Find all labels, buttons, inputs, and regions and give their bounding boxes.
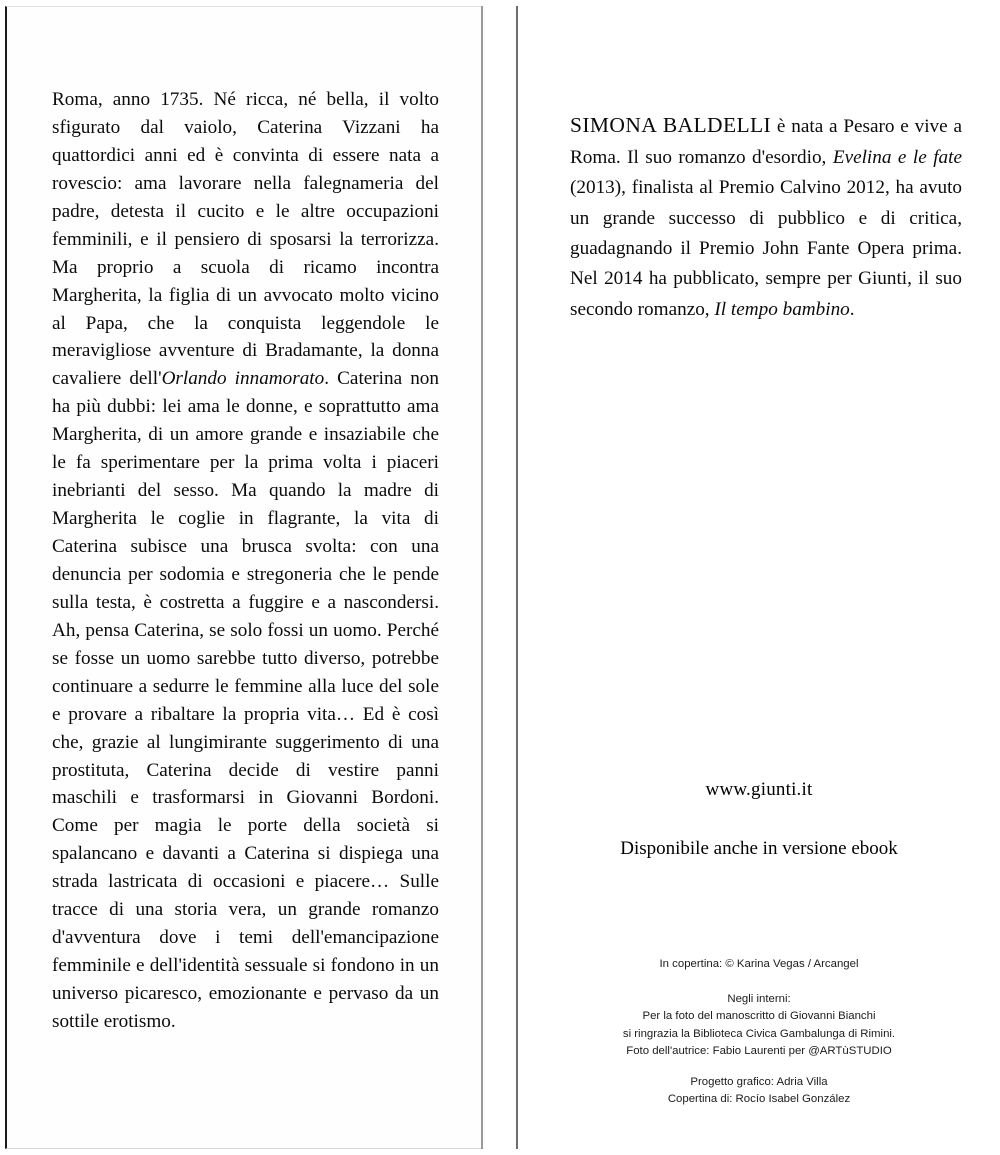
publisher-block: [518, 779, 1000, 861]
bio-italic-title-il-tempo-bambino: Il tempo bambino: [714, 298, 850, 320]
blurb-text-part-2: . Caterina non ha più dubbi: lei ama le donne, e soprattutto ama Margherita, di un amore grande e insaziabile che le fa sperimentare per la prima volta i piaceri inebrianti del sesso. Ma quando la madre di Margherita le coglie in flagrante, la vita di Caterina subisce una brusca svolta: con una denuncia per sodomia e stregoneria che le pende sulla testa, è costretta a fuggire e a nascondersi. Ah, pensa Caterina, se solo fossi un uomo. Perché se fosse un uomo sarebbe tutto diverso, potrebbe continuare a sedurre le femmine alla luce del sole e provare a ribaltare la propria vita… Ed è così che, grazie al lungimirante suggerimento di una prostituta, Caterina decide di vestire panni maschili e trasformarsi in Giovanni Bordoni. Come per magia le porte della società si spalancano e davanti a Caterina si dispiega una strada lastricata di occasioni e piacere… Sulle tracce di una storia vera, un grande romanzo d'avventura dove i temi dell'emancipazione femminile e dell'identità sessuale si fondono in un universo picaresco, emozionante e pervaso da un sottile erotismo.: [52, 368, 439, 1032]
jacket-gutter: [482, 0, 518, 1155]
credits-design-line-2: Copertina di: Rocío Isabel González: [667, 1093, 851, 1106]
bio-italic-title-evelina-e-le-fate: Evelina e le fate: [832, 146, 962, 168]
bio-text-part-1: è nata a Pesaro e vive a Roma. Il suo romanzo d'esordio,: [570, 116, 962, 168]
credits-cover-photo: [518, 956, 1000, 973]
credits-design: [518, 1074, 1000, 1109]
credits-design-line-1: Progetto grafico: Adria Villa: [690, 1076, 828, 1088]
left-flap-panel: [5, 6, 482, 1149]
credits-interior-photos: [518, 991, 1000, 1060]
credits-inner-line-3: si ringrazia la Biblioteca Civica Gambalunga di Rimini.: [622, 1027, 896, 1040]
publisher-website[interactable]: www.giunti.it: [705, 779, 813, 800]
right-flap-panel: [518, 6, 1000, 1149]
credits-cover-line: In copertina: © Karina Vegas / Arcangel: [659, 958, 859, 970]
author-bio: [570, 109, 962, 325]
bio-text-part-3: .: [849, 298, 855, 320]
blurb-italic-title-orlando-innamorato: Orlando innamorato: [161, 368, 325, 390]
credits-inner-line-4: Foto dell'autrice: Fabio Laurenti per @ARTùSTUDIO: [626, 1044, 892, 1057]
bio-text-part-2: (2013), finalista al Premio Calvino 2012, ha avuto un grande successo di pubblico e di critica, guadagnando il Premio John Fante Opera prima. Nel 2014 ha pubblicato, sempre per Giunti, il suo secondo romanzo,: [570, 177, 962, 320]
ebook-availability-note: Disponibile anche in versione ebook: [620, 837, 898, 859]
blurb-text-part-1: Roma, anno 1735. Né ricca, né bella, il volto sfigurato dal vaiolo, Caterina Vizzani ha quattordici anni ed è convinta di essere nata a rovescio: ama lavorare nella falegnameria del padre, detesta il cucito e le altre occupazioni femminili, e il pensiero di sposarsi la terrorizza. Ma proprio a scuola di ricamo incontra Margherita, la figlia di un avvocato molto vicino al Papa, che la conquista leggendole le meravigliose avventure di Bradamante, la donna cavaliere dell': [52, 89, 439, 390]
author-name: SIMONA BALDELLI: [570, 113, 772, 137]
credits-inner-line-1: Negli interni:: [727, 993, 791, 1005]
fold-line-left: [481, 6, 483, 1149]
credits-inner-line-2: Per la foto del manoscritto di Giovanni Bianchi: [642, 1010, 876, 1023]
book-blurb: [52, 86, 439, 1036]
